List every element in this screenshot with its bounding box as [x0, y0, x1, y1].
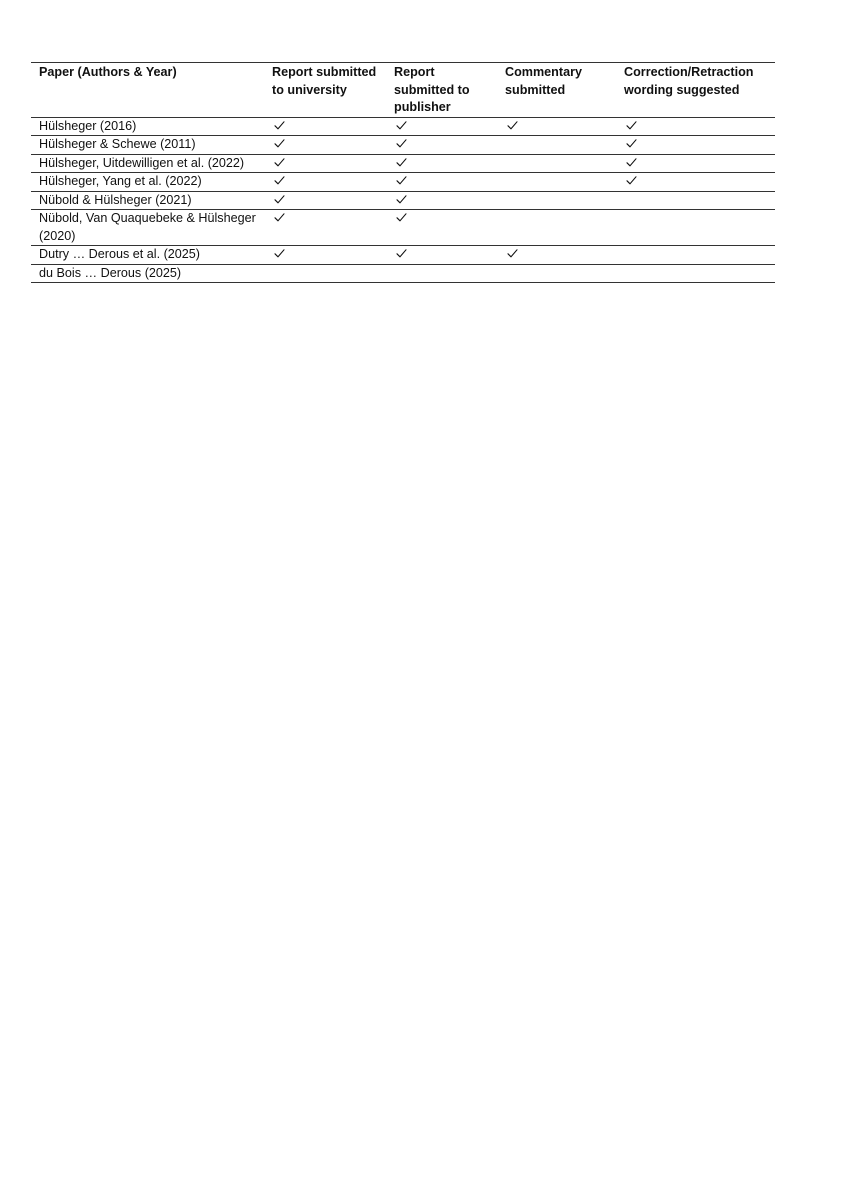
- correction-retraction-cell: [616, 117, 775, 136]
- report-publisher-cell: [386, 210, 497, 246]
- check-mark-icon: [274, 138, 285, 149]
- check-mark-icon: [396, 175, 407, 186]
- correction-retraction-cell: [616, 210, 775, 246]
- report-publisher-cell: [386, 154, 497, 173]
- commentary-cell: [497, 117, 616, 136]
- check-mark-icon: [396, 212, 407, 223]
- commentary-cell: [497, 191, 616, 210]
- check-mark-icon: [274, 120, 285, 131]
- report-university-cell: [264, 136, 386, 155]
- report-university-cell: [264, 264, 386, 283]
- report-publisher-cell: [386, 136, 497, 155]
- report-publisher-cell: [386, 246, 497, 265]
- header-report-publisher: Report submitted to publisher: [394, 65, 470, 114]
- check-mark-icon: [396, 248, 407, 259]
- check-mark-icon: [507, 120, 518, 131]
- commentary-cell: [497, 246, 616, 265]
- check-mark-icon: [626, 175, 637, 186]
- report-status-table: [31, 62, 775, 283]
- header-row: [31, 63, 775, 118]
- commentary-cell: [497, 264, 616, 283]
- table-row: [31, 246, 775, 265]
- table-header: [31, 63, 775, 118]
- table-row: [31, 154, 775, 173]
- paper-cell: Nübold, Van Quaquebeke & Hülsheger (2020): [39, 211, 256, 243]
- commentary-cell: [497, 136, 616, 155]
- commentary-cell: [497, 154, 616, 173]
- check-mark-icon: [396, 157, 407, 168]
- report-university-cell: [264, 154, 386, 173]
- table-row: [31, 117, 775, 136]
- check-mark-icon: [274, 157, 285, 168]
- check-mark-icon: [626, 157, 637, 168]
- check-mark-icon: [396, 194, 407, 205]
- correction-retraction-cell: [616, 264, 775, 283]
- correction-retraction-cell: [616, 136, 775, 155]
- correction-retraction-cell: [616, 154, 775, 173]
- check-mark-icon: [396, 120, 407, 131]
- report-university-cell: [264, 173, 386, 192]
- report-publisher-cell: [386, 191, 497, 210]
- paper-cell: Hülsheger (2016): [39, 118, 137, 133]
- paper-cell: Hülsheger, Uitdewilligen et al. (2022): [39, 155, 245, 170]
- table-row: [31, 264, 775, 283]
- report-publisher-cell: [386, 173, 497, 192]
- paper-cell: Dutry … Derous et al. (2025): [39, 247, 200, 261]
- table-row: [31, 210, 775, 246]
- header-report-university: Report submitted to university: [272, 65, 377, 97]
- check-mark-icon: [396, 138, 407, 149]
- paper-cell: Hülsheger & Schewe (2011): [39, 137, 196, 151]
- check-mark-icon: [274, 248, 285, 259]
- paper-cell: du Bois … Derous (2025): [39, 265, 182, 280]
- commentary-cell: [497, 173, 616, 192]
- table-body: [31, 117, 775, 283]
- correction-retraction-cell: [616, 173, 775, 192]
- report-university-cell: [264, 210, 386, 246]
- correction-retraction-cell: [616, 191, 775, 210]
- table-row: [31, 173, 775, 192]
- report-university-cell: [264, 191, 386, 210]
- table-row: [31, 136, 775, 155]
- check-mark-icon: [274, 212, 285, 223]
- paper-cell: Nübold & Hülsheger (2021): [39, 192, 192, 207]
- report-university-cell: [264, 117, 386, 136]
- paper-cell: Hülsheger, Yang et al. (2022): [39, 174, 202, 188]
- check-mark-icon: [274, 175, 285, 186]
- report-publisher-cell: [386, 264, 497, 283]
- header-correction-retraction: Correction/Retraction wording suggested: [624, 65, 754, 97]
- table-row: [31, 191, 775, 210]
- correction-retraction-cell: [616, 246, 775, 265]
- commentary-cell: [497, 210, 616, 246]
- check-mark-icon: [626, 138, 637, 149]
- check-mark-icon: [507, 248, 518, 259]
- report-publisher-cell: [386, 117, 497, 136]
- header-paper: Paper (Authors & Year): [39, 65, 177, 79]
- check-mark-icon: [626, 120, 637, 131]
- check-mark-icon: [274, 194, 285, 205]
- header-commentary: Commentary submitted: [505, 65, 582, 97]
- report-university-cell: [264, 246, 386, 265]
